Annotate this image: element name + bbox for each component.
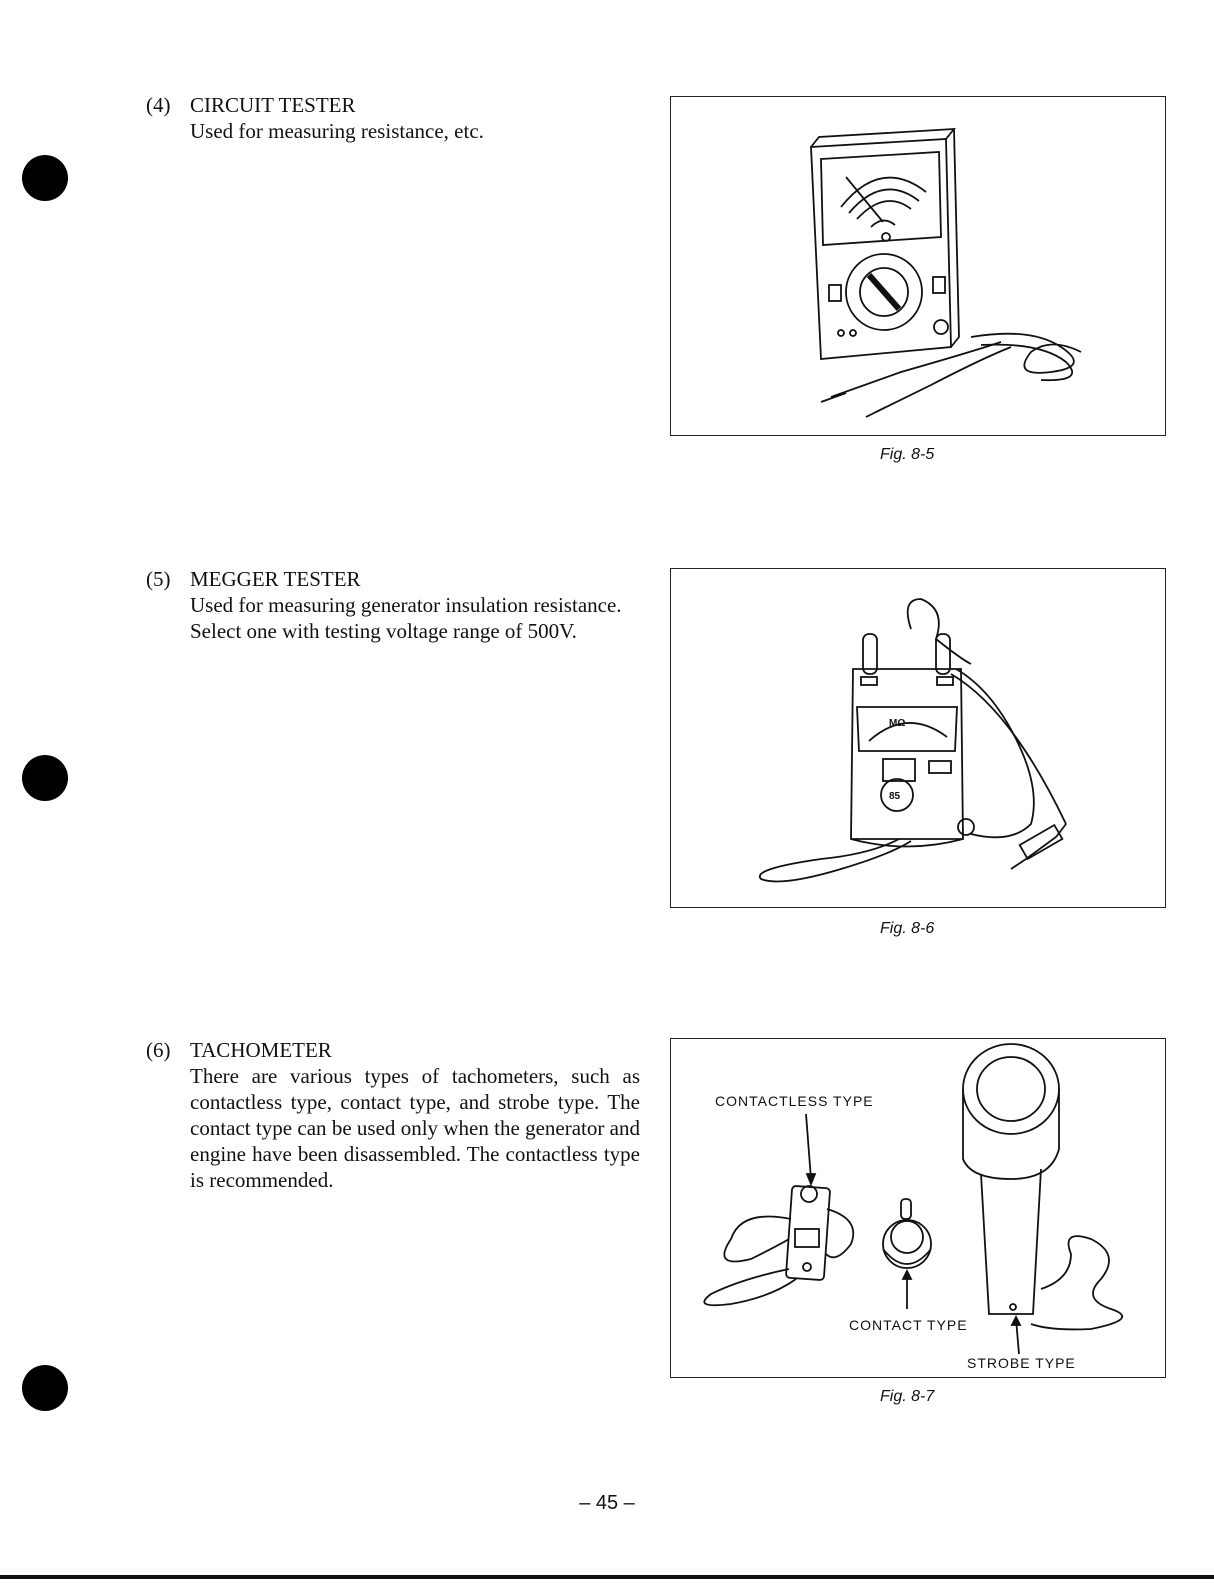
section-paragraph: Select one with testing voltage range of 500V. (190, 619, 577, 643)
megger-tester-illustration (671, 569, 1165, 907)
binder-hole-middle (22, 755, 68, 801)
figure-caption: Fig. 8-6 (880, 920, 935, 937)
section-paragraph: There are various types of tachometers, such as contactless type, contact type, and strobe type. The contact type can be used only when the generator and engine have been disassembled. The contactless type is recommended. (190, 1064, 640, 1192)
label-contact-type: CONTACT TYPE (849, 1317, 968, 1333)
section-circuit-tester (146, 92, 640, 144)
section-heading (146, 566, 640, 592)
section-paragraph: Used for measuring generator insulation resistance. (190, 593, 622, 617)
label-strobe-type: STROBE TYPE (967, 1355, 1076, 1371)
megger-scale-label: MΩ (889, 718, 906, 729)
megger-button-label: 85 (889, 791, 901, 802)
section-number: (6) (146, 1038, 171, 1062)
section-heading (146, 1037, 640, 1063)
section-tachometer (146, 1037, 640, 1193)
binder-hole-top (22, 155, 68, 201)
figure-caption: Fig. 8-5 (880, 446, 935, 463)
figure-megger-tester (670, 568, 1166, 908)
section-number: (5) (146, 567, 171, 591)
circuit-tester-illustration (671, 97, 1165, 435)
section-heading (146, 92, 640, 118)
figure-tachometer (670, 1038, 1166, 1378)
section-body (190, 592, 640, 644)
figure-circuit-tester (670, 96, 1166, 436)
section-body (190, 118, 640, 144)
label-contactless-type: CONTACTLESS TYPE (715, 1093, 874, 1109)
section-megger-tester (146, 566, 640, 644)
page-number: – 45 – (579, 1492, 635, 1514)
binder-hole-bottom (22, 1365, 68, 1411)
bottom-rule (0, 1575, 1214, 1579)
section-title: TACHOMETER (190, 1038, 332, 1062)
section-title: CIRCUIT TESTER (190, 93, 356, 117)
figure-caption: Fig. 8-7 (880, 1388, 935, 1405)
section-title: MEGGER TESTER (190, 567, 361, 591)
section-body (190, 1063, 640, 1193)
section-paragraph: Used for measuring resistance, etc. (190, 119, 484, 143)
section-number: (4) (146, 93, 171, 117)
